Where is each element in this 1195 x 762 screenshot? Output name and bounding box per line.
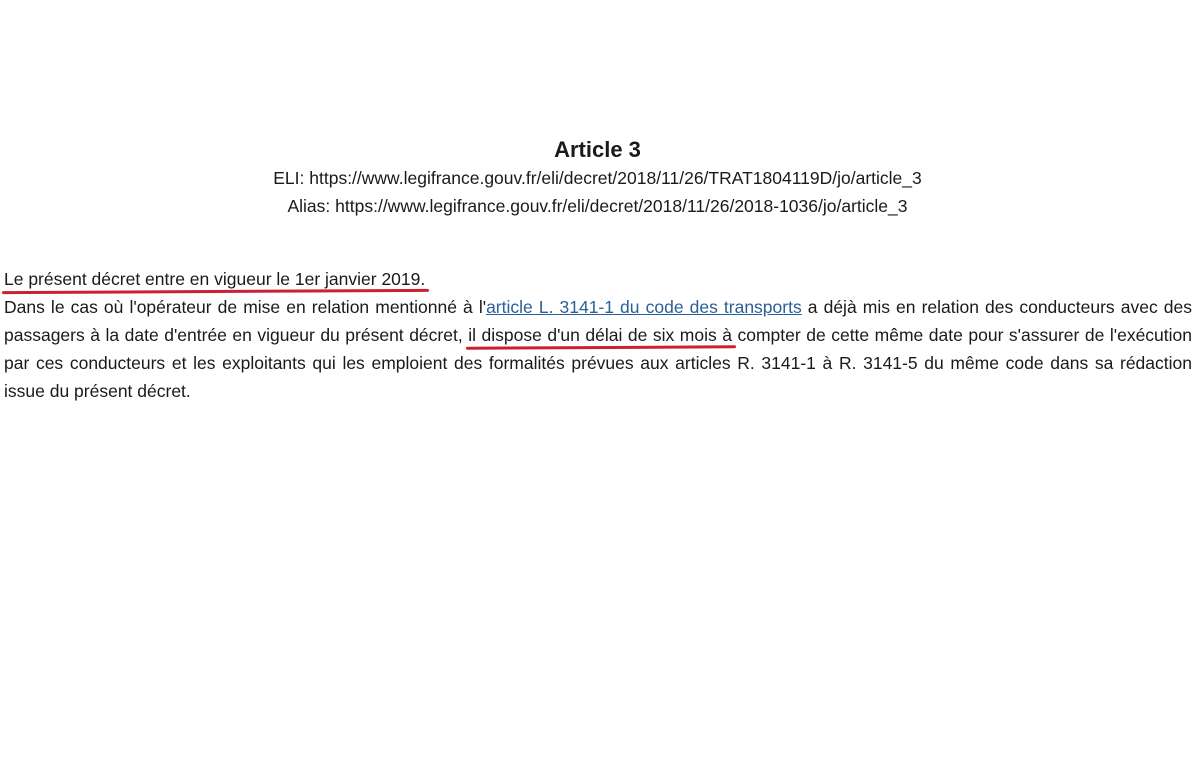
eli-line [0,164,1195,192]
article-body [4,265,1192,405]
highlighted-phrase-text: il dispose d'un délai de six mois à [468,325,732,345]
red-underline-annotation [466,345,736,349]
highlighted-phrase [468,325,732,345]
paragraph2-middle: a déjà mis en relation des conducteurs avec des passagers à la date d'entrée en vigueur du présent décret, [4,297,1192,345]
paragraph-entry-into-force [4,265,1192,293]
paragraph2-start: Dans le cas où l'opérateur de mise en relation mentionné à l' [4,297,487,317]
eli-label: ELI: [273,168,305,188]
article-header [0,136,1195,220]
alias-url: https://www.legifrance.gouv.fr/eli/decret/2018/11/26/2018-1036/jo/article_3 [335,196,908,216]
article-title: Article 3 [554,137,641,162]
paragraph-transition [4,293,1192,405]
highlighted-sentence [4,269,425,289]
code-transports-link[interactable]: article L. 3141-1 du code des transports [486,297,802,317]
paragraph2-end: compter de cette même date pour s'assurer de l'exécution par ces conducteurs et les exploitants qui les emploient des formalités prévues aux articles R. 3141-1 à R. 3141-5 du même code dans sa rédaction issue du présent décret. [4,325,1193,401]
alias-line [0,192,1195,220]
paragraph1-text: Le présent décret entre en vigueur le 1er janvier 2019. [4,269,426,289]
alias-label: Alias: [287,196,331,216]
eli-url: https://www.legifrance.gouv.fr/eli/decret/2018/11/26/TRAT1804119D/jo/article_3 [309,168,922,188]
